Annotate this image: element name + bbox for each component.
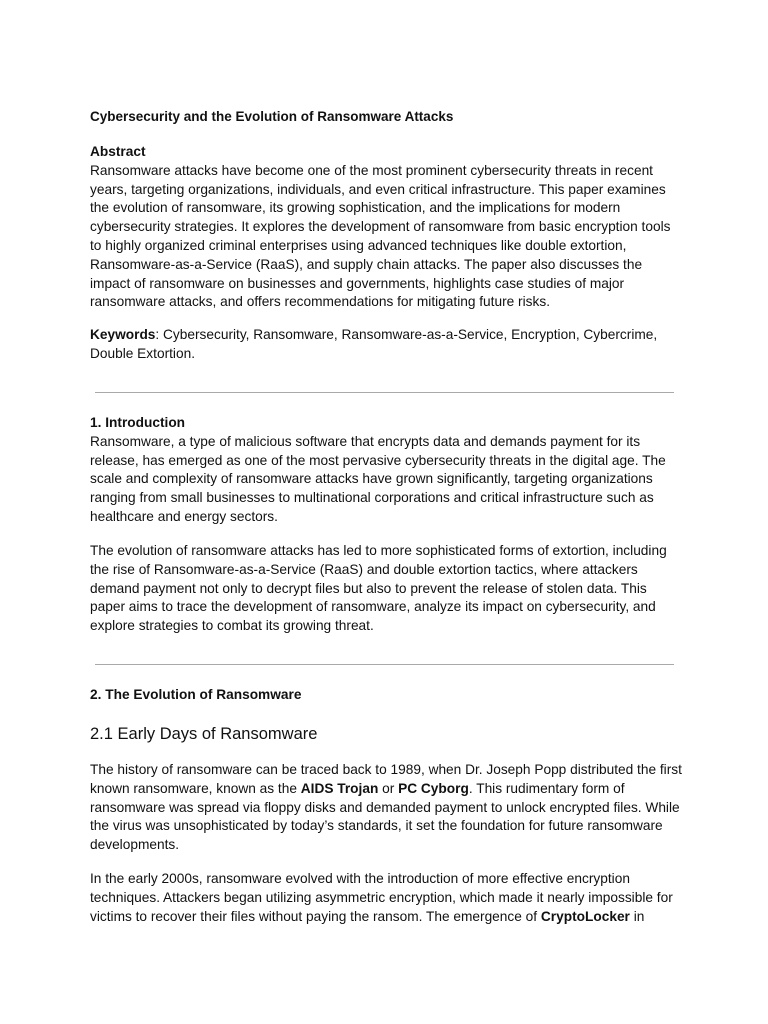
early-days-paragraph-2-block <box>90 870 682 926</box>
early-days-paragraph-1 <box>90 761 682 855</box>
evolution-section <box>90 686 682 705</box>
pc-cyborg-term: PC Cyborg <box>398 780 469 796</box>
introduction-paragraph-2-block <box>90 542 682 636</box>
text-run: In the early 2000s, ransomware evolved with the introduction of more effective encryption techniques. Attackers began utilizing asymmetric encryption, which made it nearly impossible for victims to recover their files without paying the ransom. The emergence of <box>90 871 673 924</box>
introduction-section <box>90 414 682 527</box>
early-days-paragraph-2 <box>90 870 682 926</box>
introduction-heading: 1. Introduction <box>90 415 186 430</box>
text-run: in <box>629 908 645 924</box>
abstract-heading: Abstract <box>90 144 146 159</box>
abstract-text: Ransomware attacks have become one of the most prominent cybersecurity threats in recent years, targeting organizations, individuals, and even critical infrastructure. This paper examines the evolution of ransomware, its growing sophistication, and the implications for modern cybersecurity strategies. It explores the development of ransomware from basic encryption tools to highly organized criminal enterprises using advanced techniques like double extortion, Ransomware-as-a-Service (RaaS), and supply chain attacks. The paper also discusses the impact of ransomware on businesses and governments, highlights case studies of major ransomware attacks, and offers recommendations for mitigating future risks. <box>90 162 671 310</box>
text-run: . This rudimentary form of ransomware was spread via floppy disks and demanded payment to unlock encrypted files. While the virus was unsophisticated by today’s standards, it set the foundation for future ransomware developments. <box>90 780 680 853</box>
keywords-paragraph <box>90 326 682 364</box>
cryptolocker-term: CryptoLocker <box>540 908 630 924</box>
introduction-paragraph-1: Ransomware, a type of malicious software that encrypts data and demands payment for its release, has emerged as one of the most pervasive cybersecurity threats in the digital age. The scale and complexity of ransomware attacks have grown significantly, targeting organizations ranging from small businesses to multinational corporations and critical infrastructure such as healthcare and energy sectors. <box>90 433 666 524</box>
section-divider-1 <box>95 392 674 393</box>
text-run: or <box>378 780 399 796</box>
early-days-paragraph-1-block <box>90 761 682 855</box>
abstract-section <box>90 143 682 312</box>
section-divider-2 <box>95 664 674 665</box>
keywords-section <box>90 326 682 364</box>
keywords-text: : Cybersecurity, Ransomware, Ransomware-as-a-Service, Encryption, Cybercrime, Double Extortion. <box>90 327 658 361</box>
paper-title: Cybersecurity and the Evolution of Ransomware Attacks <box>90 109 454 124</box>
evolution-heading: 2. The Evolution of Ransomware <box>90 687 302 702</box>
introduction-paragraph-2: The evolution of ransomware attacks has led to more sophisticated forms of extortion, including the rise of Ransomware-as-a-Service (RaaS) and double extortion tactics, where attackers demand payment not only to decrypt files but also to prevent the release of stolen data. This paper aims to trace the development of ransomware, analyze its impact on cybersecurity, and explore strategies to combat its growing threat. <box>90 543 667 634</box>
early-days-heading: 2.1 Early Days of Ransomware <box>90 725 318 743</box>
keywords-label: Keywords <box>90 327 156 342</box>
aids-trojan-term: AIDS Trojan <box>300 780 379 796</box>
text-run: The history of ransomware can be traced back to 1989, when Dr. Joseph Popp distributed the first known ransomware, known as the <box>90 762 682 796</box>
